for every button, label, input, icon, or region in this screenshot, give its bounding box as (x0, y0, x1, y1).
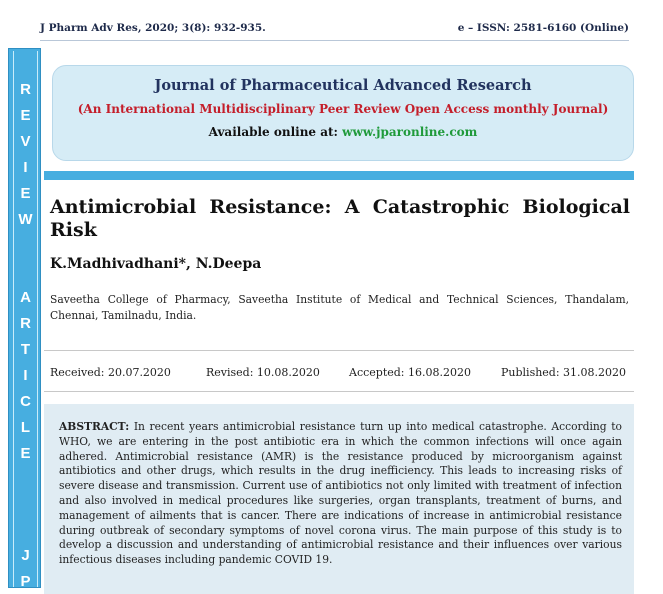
availability-line (53, 125, 633, 139)
abstract-label: ABSTRACT: (59, 420, 130, 433)
journal-website-link[interactable]: www.jparonline.com (342, 125, 478, 139)
journal-name: Journal of Pharmaceutical Advanced Research (154, 77, 532, 94)
header-rule (40, 40, 629, 41)
accent-bar (44, 171, 634, 180)
sidebar-inner-frame (13, 51, 38, 590)
dates-bottom-rule (44, 391, 634, 392)
journal-citation: J Pharm Adv Res, 2020; 3(8): 932-935. (40, 22, 266, 34)
author-affiliation: Saveetha College of Pharmacy, Saveetha Institute of Medical and Technical Sciences, Thandalam, Chennai, Tamilnadu, India. (50, 293, 629, 322)
sidebar-letter: V (20, 133, 31, 150)
received-date: Received: 20.07.2020 (50, 366, 171, 379)
journal-banner (52, 65, 634, 161)
issn-number: e – ISSN: 2581-6160 (Online) (457, 22, 629, 34)
sidebar-letter: E (20, 185, 31, 202)
abstract-body: In recent years antimicrobial resistance turn up into medical catastrophe. According to WHO, we are entering in the post antibiotic era in which the common infections will once again adhered. Antimicrobial resistance (AMR) is the resistance produced by microorganism against antibiotics and other drugs, which results in the drug inefficiency. This leads to increasing risks of severe disease and transmission. Current use of antibiotics not only limited with treatment of infection and also involved in medical procedures like surgeries, organ transplants, treatment of burns, and management of ailments that is cancer. There are indications of increase in antimicrobial resistance during outbreak of secondary symptoms of novel corona virus. The main purpose of this study is to develop a discussion and understanding of antimicrobial resistance and their influences over various infectious diseases including pandemic COVID 19. (59, 420, 622, 567)
abstract-box (44, 404, 634, 594)
accepted-date: Accepted: 16.08.2020 (349, 366, 471, 379)
sidebar-letter: L (20, 419, 31, 436)
article-type-sidebar (8, 48, 41, 588)
revised-date: Revised: 10.08.2020 (206, 366, 320, 379)
article-authors: K.Madhivadhani*, N.Deepa (50, 256, 262, 272)
abstract (59, 420, 622, 568)
journal-subtitle: (An International Multidisciplinary Peer Review Open Access monthly Journal) (77, 102, 609, 116)
sidebar-letter: A (20, 289, 31, 306)
sidebar-letter: W (18, 211, 33, 228)
dates-top-rule (44, 350, 634, 351)
sidebar-letter: E (20, 445, 31, 462)
sidebar-letter: I (23, 159, 28, 176)
sidebar-letter: R (20, 81, 31, 98)
sidebar-letter: P (20, 573, 31, 590)
availability-label: Available online at: (208, 125, 338, 139)
article-title: Antimicrobial Resistance: A Catastrophic Biological Risk (50, 196, 630, 241)
sidebar-letter: I (23, 367, 28, 384)
sidebar-letter: J (21, 547, 30, 564)
sidebar-letter: C (20, 393, 31, 410)
sidebar-letter: T (20, 341, 31, 358)
published-date: Published: 31.08.2020 (501, 366, 627, 379)
sidebar-letter: E (20, 107, 31, 124)
sidebar-letter: R (20, 315, 31, 332)
